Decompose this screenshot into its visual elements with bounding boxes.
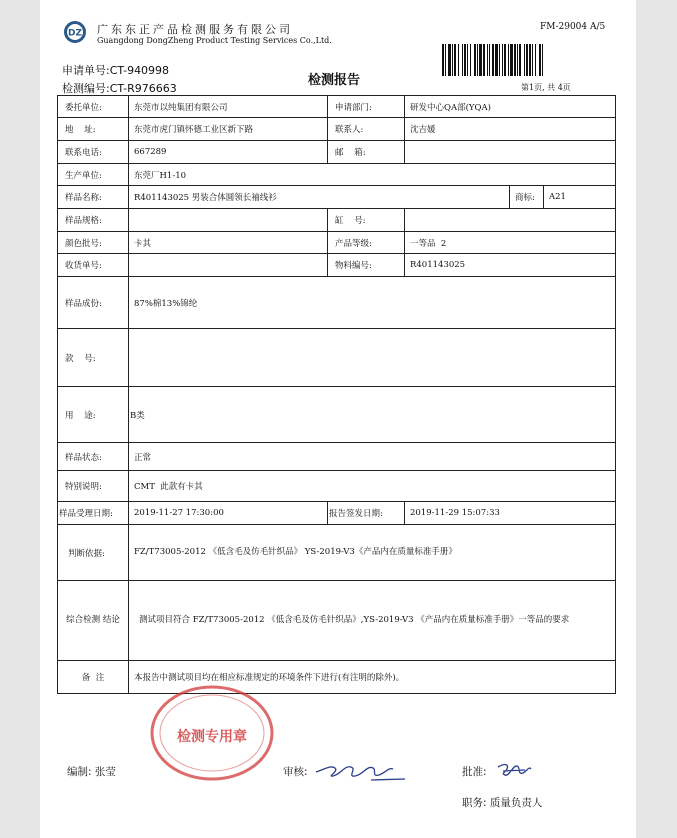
- remark-label: 备 注: [58, 661, 129, 694]
- basis-value: FZ/T73005-2012 《低含毛及仿毛针织品》 YS-2019-V3《产品内在质量标准手册》: [129, 525, 616, 581]
- application-number: 申请单号:CT-940998: [62, 64, 170, 77]
- barcode-bar: [492, 44, 494, 76]
- table-row: [58, 186, 616, 209]
- conclusion-label: 综合检测 结论: [58, 581, 129, 661]
- table-row: [58, 661, 616, 694]
- style-label: 款 号:: [58, 329, 129, 387]
- dept-value: 研发中心QA部(YQA): [405, 96, 616, 118]
- table-row: [58, 471, 616, 502]
- barcode-bar: [487, 44, 488, 76]
- usage-value: B类: [129, 387, 616, 443]
- issued-value: 2019-11-29 15:07:33: [405, 502, 616, 525]
- logo-text: DZ: [68, 28, 82, 39]
- client-value: 东莞市以纯集团有限公司: [129, 96, 328, 118]
- dept-label: 申请部门:: [328, 96, 405, 118]
- composition-value: 87%棉13%锦纶: [129, 277, 616, 329]
- barcode-bar: [519, 44, 521, 76]
- position: 职务: 质量负责人: [462, 797, 543, 809]
- form-number: FM-29004 A/5: [540, 22, 606, 32]
- sample-name-label: 样品名称:: [58, 186, 129, 209]
- state-value: 正常: [129, 443, 616, 471]
- issued-label: 报告签发日期:: [328, 502, 405, 525]
- composition-label: 样品成份:: [58, 277, 129, 329]
- state-label: 样品状态:: [58, 443, 129, 471]
- email-label: 邮 箱:: [328, 141, 405, 164]
- barcode-bar: [542, 44, 543, 76]
- approver-signature: [495, 757, 535, 781]
- email-value: [405, 141, 616, 164]
- table-row: [58, 581, 616, 661]
- reviewer-label: 审核:: [283, 766, 308, 778]
- barcode-bar: [526, 44, 528, 76]
- company-logo: [63, 20, 87, 44]
- material-value: R401143025: [405, 254, 616, 277]
- barcode-bar: [489, 44, 490, 76]
- contact-value: 沈吉媛: [405, 118, 616, 141]
- table-row: [58, 209, 616, 232]
- spec-label: 样品规格:: [58, 209, 129, 232]
- table-row: [58, 329, 616, 387]
- company-name-cn: 广东东正产品检测服务有限公司: [97, 23, 293, 36]
- receipt-value: [129, 254, 328, 277]
- table-row: [58, 277, 616, 329]
- barcode-bar: [442, 44, 444, 76]
- received-value: 2019-11-27 17:30:00: [129, 502, 328, 525]
- barcode-bar: [445, 44, 446, 76]
- table-row: [58, 254, 616, 277]
- phone-value: 667289: [129, 141, 328, 164]
- report-page: [40, 0, 636, 838]
- reviewer-signature: [313, 757, 408, 783]
- barcode-bar: [467, 44, 468, 76]
- phone-label: 联系电话:: [58, 141, 129, 164]
- vat-value: [405, 209, 616, 232]
- report-table: [57, 95, 616, 694]
- report-title: 检测报告: [308, 73, 361, 88]
- grade-label: 产品等级:: [328, 232, 405, 254]
- barcode-bar: [479, 44, 482, 76]
- company-name-en: Guangdong DongZheng Product Testing Services Co.,Ltd.: [97, 36, 332, 45]
- basis-label: 判断依据:: [58, 525, 129, 581]
- seal-text: 检测专用章: [177, 729, 247, 745]
- spec-value: [129, 209, 328, 232]
- barcode-bar: [514, 44, 516, 76]
- barcode-bar: [474, 44, 476, 76]
- producer-value: 东莞厂H1-10: [129, 164, 616, 186]
- color-label: 颜色批号:: [58, 232, 129, 254]
- barcode-bar: [535, 44, 536, 76]
- barcode-bar: [462, 44, 463, 76]
- barcode-bar: [517, 44, 518, 76]
- report-number: 检测编号:CT-R976663: [62, 82, 177, 95]
- barcode-bar: [454, 44, 456, 76]
- barcode-bar: [448, 44, 451, 76]
- barcode: [442, 44, 597, 76]
- barcode-bar: [464, 44, 466, 76]
- barcode-bar: [477, 44, 478, 76]
- special-value: CMT 此款有卡其: [129, 471, 616, 502]
- address-value: 东莞市虎门镇怀德工业区新下路: [129, 118, 328, 141]
- table-row: [58, 232, 616, 254]
- barcode-bar: [504, 44, 506, 76]
- remark-value: 本报告中测试项目均在相应标准规定的环境条件下进行(有注明的除外)。: [129, 661, 616, 694]
- barcode-bar: [470, 44, 471, 76]
- grade-value: 一等品 2: [405, 232, 616, 254]
- editor: 编制: 张莹: [67, 766, 116, 778]
- barcode-bar: [524, 44, 525, 76]
- barcode-bar: [529, 44, 531, 76]
- sample-name-value: R401143025 男装合体圆领长袖线衫: [129, 186, 510, 209]
- received-label: 样品受理日期:: [58, 502, 129, 525]
- table-row: [58, 443, 616, 471]
- table-row: [58, 525, 616, 581]
- barcode-bar: [483, 44, 485, 76]
- inspection-seal: [148, 683, 276, 783]
- table-row: [58, 502, 616, 525]
- usage-label: 用 途:: [58, 387, 129, 443]
- barcode-bar: [502, 44, 503, 76]
- barcode-bar: [508, 44, 509, 76]
- table-row: [58, 387, 616, 443]
- barcode-bar: [458, 44, 459, 76]
- style-value: [129, 329, 616, 387]
- table-row: [58, 141, 616, 164]
- brand-label: 商标:: [510, 186, 544, 209]
- barcode-bar: [532, 44, 533, 76]
- barcode-bar: [495, 44, 498, 76]
- conclusion-value: 测试项目符合 FZ/T73005-2012 《低含毛及仿毛针织品》,YS-2019-V3 《产品内在质量标准手册》一等品的要求: [129, 581, 616, 661]
- vat-label: 缸 号:: [328, 209, 405, 232]
- receipt-label: 收货单号:: [58, 254, 129, 277]
- barcode-bar: [539, 44, 541, 76]
- barcode-bar: [510, 44, 513, 76]
- barcode-bar: [452, 44, 453, 76]
- contact-label: 联系人:: [328, 118, 405, 141]
- table-row: [58, 164, 616, 186]
- color-value: 卡其: [129, 232, 328, 254]
- material-label: 物料编号:: [328, 254, 405, 277]
- approver-label: 批准:: [462, 766, 487, 778]
- page-info: 第1页, 共 4页: [521, 83, 571, 92]
- producer-label: 生产单位:: [58, 164, 129, 186]
- table-row: [58, 96, 616, 118]
- special-label: 特别说明:: [58, 471, 129, 502]
- brand-value: A21: [544, 186, 616, 209]
- barcode-bar: [499, 44, 500, 76]
- table-row: [58, 118, 616, 141]
- address-label: 地 址:: [58, 118, 129, 141]
- client-label: 委托单位:: [58, 96, 129, 118]
